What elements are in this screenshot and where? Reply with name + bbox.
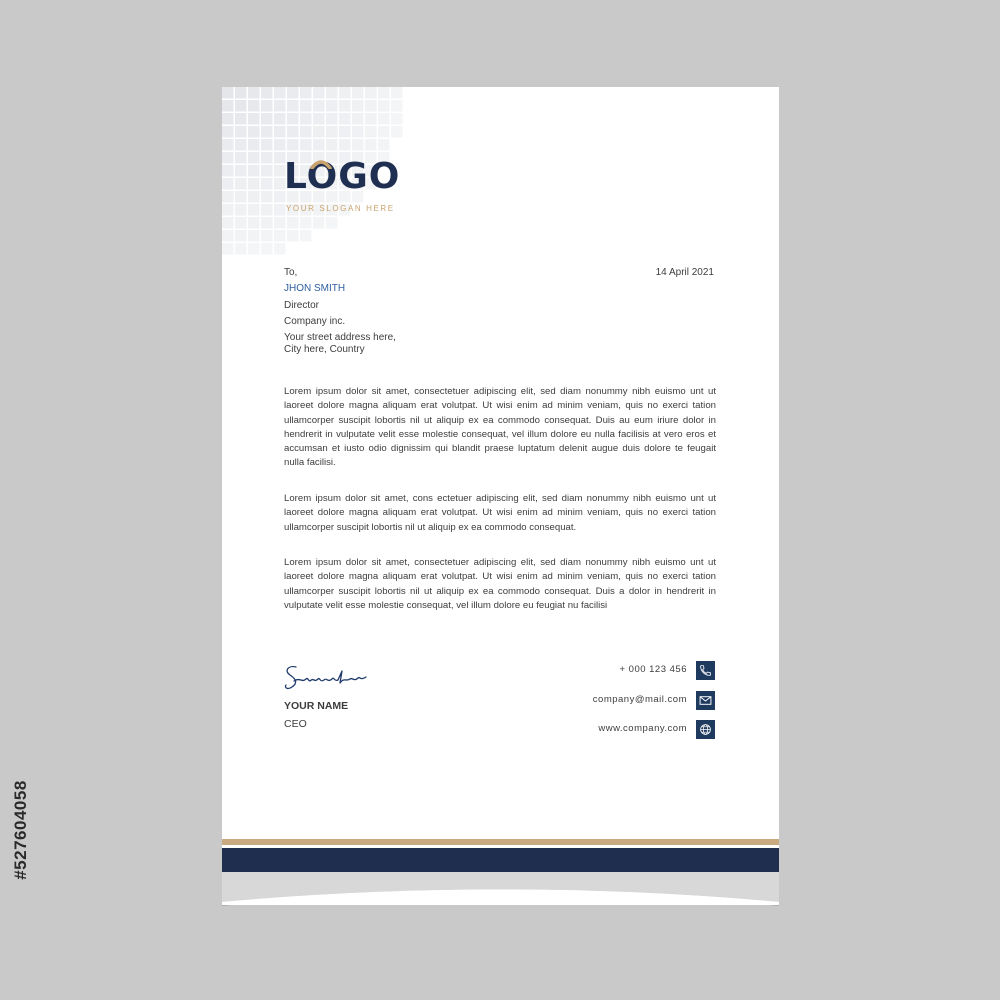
recipient-name: JHON SMITH bbox=[284, 283, 346, 294]
body-paragraph-3: Lorem ipsum dolor sit amet, consectetuer adipiscing elit, sed diam nonummy nibh euismo unt ut laoreet dolore magna aliquam erat volutpat. Ut wisi enim ad minim veniam, quis no exerci tation ullamcorper suscipit lobortis nil ut aliquip ex ea commodo consequat. Duis a dolor in hendrerit in vulputate velit esse molestie consequat, vel illum dolore eu feugiat nu facilisi bbox=[284, 557, 716, 611]
mail-icon bbox=[696, 691, 715, 710]
handwritten-signature bbox=[282, 661, 372, 695]
body-paragraph-1: Lorem ipsum dolor sit amet, consectetuer adipiscing elit, sed diam nonummy nibh euismo unt ut laoreet dolore magna aliquam erat volutpat. Ut wisi enim ad minim veniam, quis no exerci tation ullamcorper suscipit lobortis nil ut aliquip ex ea commodo consequat. Duis au eum iriure dolor in hendrerit in vulputate velit esse molestie consequat, vel illum dolore eu nulla facilisis at vero eros et accumsan et iusto odio dignissim qui blandit praese luptatum delenit augue duis dolore te feugait nulla facilisi. bbox=[284, 386, 716, 469]
signer-role: CEO bbox=[284, 718, 307, 730]
stock-id-text: #527604058 bbox=[11, 780, 30, 880]
contact-phone: + 000 123 456 bbox=[619, 664, 687, 675]
recipient-company: Company inc. bbox=[284, 316, 346, 327]
letter-date: 14 April 2021 bbox=[655, 267, 714, 278]
globe-icon bbox=[696, 720, 715, 739]
contact-email: company@mail.com bbox=[592, 694, 687, 705]
letterhead-page bbox=[222, 87, 779, 905]
stock-id-stamp bbox=[8, 760, 34, 900]
recipient-address-line1: Your street address here, bbox=[284, 332, 396, 343]
company-slogan: YOUR SLOGAN HERE bbox=[286, 204, 395, 213]
logo-arc-icon bbox=[310, 159, 332, 169]
recipient-address-line2: City here, Country bbox=[284, 344, 365, 355]
contact-website: www.company.com bbox=[598, 723, 687, 734]
navy-footer-band bbox=[222, 848, 779, 872]
body-paragraph-2: Lorem ipsum dolor sit amet, cons ectetuer adipiscing elit, sed diam nonummy nibh euismo unt ut laoreet dolore magna aliquam erat volutpat. Ut wisi enim ad minim veniam, quis no exerci tation ullamcorper suscipit lobortis nil ut aliquip ex ea commodo consequat. bbox=[284, 493, 716, 533]
gold-accent-line bbox=[222, 839, 779, 845]
recipient-title: Director bbox=[284, 300, 320, 311]
to-label: To, bbox=[284, 267, 298, 278]
phone-icon bbox=[696, 661, 715, 680]
signer-name: YOUR NAME bbox=[284, 700, 349, 712]
footer-curve-decoration bbox=[222, 872, 779, 905]
company-logo: LOGO bbox=[284, 156, 401, 197]
